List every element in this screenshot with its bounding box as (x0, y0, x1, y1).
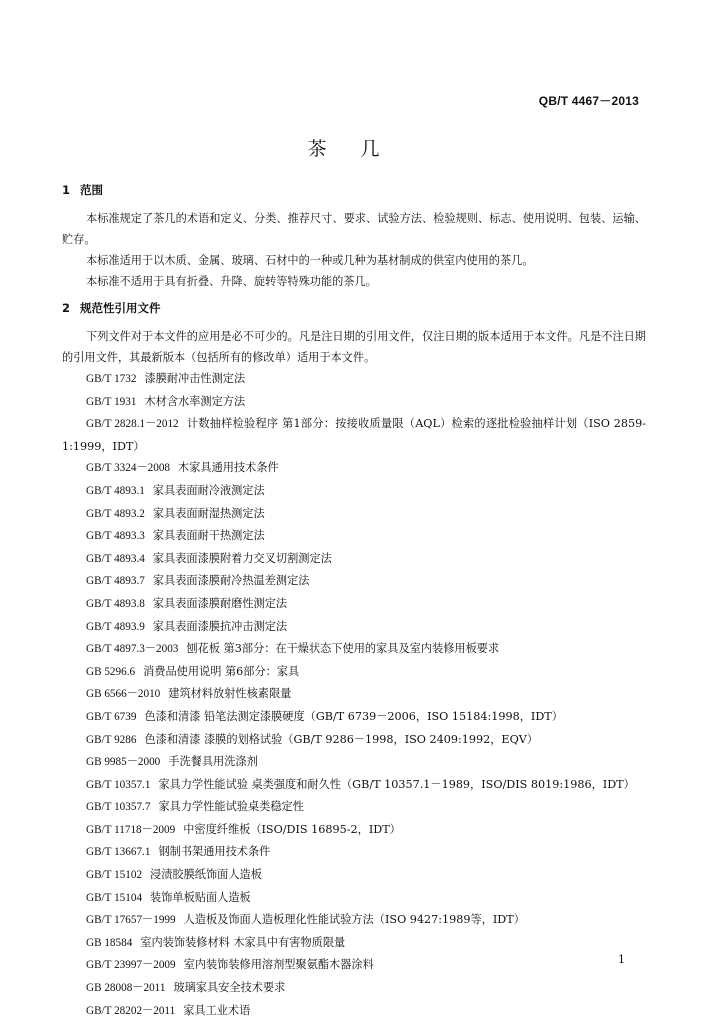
reference-item: GB/T 28202－2011 家具工业术语 (86, 1003, 251, 1017)
reference-item: GB/T 15104 装饰单板贴面人造板 (86, 890, 251, 904)
reference-item: GB/T 4893.7 家具表面漆膜耐冷热温差测定法 (86, 574, 310, 588)
references-intro: 下列文件对于本文件的应用是必不可少的。凡是注日期的引用文件，仅注日期的版本适用于本文件。凡是不注日期的引用文件，其最新版本（包括所有的修改单）适用于本文件。 (62, 330, 646, 364)
scope-paragraph: 本标准规定了茶几的术语和定义、分类、推荐尺寸、要求、试验方法、检验规则、标志、使用说明、包装、运输、贮存。 (62, 212, 646, 246)
reference-item: GB/T 4893.8 家具表面漆膜耐磨性测定法 (86, 596, 288, 610)
reference-item: GB 28008－2011 玻璃家具安全技术要求 (86, 981, 286, 995)
section-1-title: 范围 (80, 183, 103, 197)
reference-item: GB/T 6739 色漆和清漆 铅笔法测定漆膜硬度（GB/T 6739－2006，ISO 15184:1998，IDT） (86, 709, 563, 723)
reference-item: GB/T 10357.7 家具力学性能试验桌类稳定性 (86, 800, 304, 814)
section-1-number: 1 (62, 183, 71, 197)
reference-item: GB/T 4893.4 家具表面漆膜附着力交叉切割测定法 (86, 551, 332, 565)
reference-item: GB 6566－2010 建筑材料放射性核素限量 (86, 687, 292, 701)
reference-item: GB/T 23997－2009 室内装饰装修用溶剂型聚氨酯木器涂料 (86, 958, 374, 972)
reference-item: GB/T 4897.3－2003 刨花板 第3部分：在干燥状态下使用的家具及室内装修用板要求 (86, 642, 500, 656)
reference-item: GB/T 4893.3 家具表面耐干热测定法 (86, 529, 265, 543)
reference-item: GB/T 11718－2009 中密度纤维板（ISO/DIS 16895-2，IDT） (86, 822, 401, 836)
reference-list (62, 368, 646, 1022)
reference-item: GB 9985－2000 手洗餐具用洗涤剂 (86, 755, 258, 769)
reference-item: GB/T 13667.1 钢制书架通用技术条件 (86, 845, 271, 859)
reference-item: GB/T 9286 色漆和清漆 漆膜的划格试验（GB/T 9286－1998，ISO 2409:1992，EQV） (86, 732, 539, 746)
section-2-title: 规范性引用文件 (80, 301, 161, 315)
reference-item: GB/T 1732 漆膜耐冲击性测定法 (86, 372, 246, 385)
section-1-heading (62, 180, 646, 200)
document-title: 茶 几 (307, 138, 394, 160)
reference-item: GB 5296.6 消费品使用说明 第6部分：家具 (86, 664, 300, 678)
document-body (62, 180, 646, 1022)
reference-item: GB 18584 室内装饰装修材料 木家具中有害物质限量 (86, 935, 346, 949)
reference-item: GB/T 10357.1 家具力学性能试验 桌类强度和耐久性（GB/T 10357.1－1989，ISO/DIS 8019:1986，IDT） (86, 777, 635, 791)
reference-item: GB/T 15102 浸渍胶膜纸饰面人造板 (86, 868, 262, 882)
scope-paragraph: 本标准不适用于具有折叠、升降、旋转等特殊功能的茶几。 (86, 275, 377, 288)
reference-item: GB/T 17657－1999 人造板及饰面人造板理化性能试验方法（ISO 9427:1989等，IDT） (86, 913, 525, 927)
page-number: 1 (618, 953, 625, 966)
reference-item: GB/T 4893.9 家具表面漆膜抗冲击测定法 (86, 619, 288, 633)
section-2-heading (62, 298, 646, 318)
reference-item: GB/T 4893.1 家具表面耐冷液测定法 (86, 483, 265, 497)
reference-item: GB/T 4893.2 家具表面耐湿热测定法 (86, 506, 265, 520)
scope-paragraph: 本标准适用于以木质、金属、玻璃、石材中的一种或几种为基材制成的供室内使用的茶几。 (86, 254, 534, 267)
reference-item: GB/T 2828.1－2012 计数抽样检验程序 第1部分：按接收质量限（AQL）检索的逐批检验抽样计划（ISO 2859-1:1999，IDT） (62, 417, 647, 453)
section-2-number: 2 (62, 301, 71, 315)
standard-code: QB/T 4467－2013 (538, 94, 639, 108)
reference-item: GB/T 3324－2008 木家具通用技术条件 (86, 461, 279, 475)
reference-item: GB/T 1931 木材含水率测定方法 (86, 394, 246, 408)
